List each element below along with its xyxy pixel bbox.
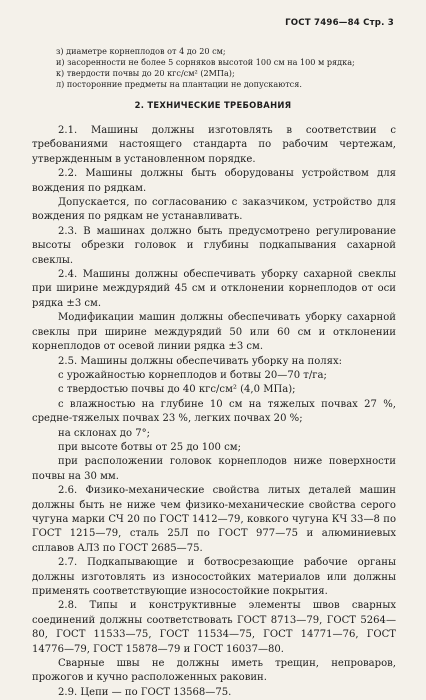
paragraph: при высоте ботвы от 25 до 100 см; xyxy=(58,441,241,453)
paragraph: 2.3. В машинах должно быть предусмотрено регулирование высоты обрезки головок и глубины подкапывания сахарной свеклы. xyxy=(32,225,396,266)
list-item: з) диаметре корнеплодов от 4 до 20 см; xyxy=(56,46,226,56)
paragraph: 2.9. Цепи — по ГОСТ 13568—75. xyxy=(58,686,232,698)
conditions-list xyxy=(56,46,355,90)
paragraph: 2.4. Машины должны обеспечивать уборку сахарной свеклы при ширине междурядий 45 см и отклонении корнеплодов от оси рядка ±3 см. xyxy=(32,269,396,309)
list-item: и) засоренности не более 5 сорняков высотой 100 см на 100 м рядка; xyxy=(56,57,355,67)
paragraph: Сварные швы не должны иметь трещин, непроваров, прожогов и кучно расположенных раковин. xyxy=(32,658,396,684)
paragraph: с урожайностью корнеплодов и ботвы 20—70 т/га; xyxy=(58,369,327,381)
list-item: л) посторонние предметы на плантации не допускаются. xyxy=(56,79,302,89)
paragraph: 2.2. Машины должны быть оборудованы устройством для вождения по рядкам. xyxy=(32,168,396,194)
paragraph: Модификации машин должны обеспечивать уборку сахарной свеклы при ширине междурядий 50 или 60 см и отклонении корнеплодов от осевой линии рядка ±3 см. xyxy=(32,312,396,353)
document-body xyxy=(32,124,396,700)
paragraph: 2.7. Подкапывающие и ботвосрезающие рабочие органы должны изготовлять из износостойких материалов или должны применять соответствующие износостойкие покрытия. xyxy=(32,557,396,597)
paragraph: 2.6. Физико-механические свойства литых деталей машин должны быть не ниже чем физико-механические свойства серого чугуна марки СЧ 20 по ГОСТ 1412—79, ковкого чугуна КЧ 33—8 по ГОСТ 1215—79, сталь 25Л по ГОСТ 977—75 и алюминиевых сплавов АЛЗ по ГОСТ 2685—75. xyxy=(32,485,396,554)
paragraph: 2.1. Машины должны изготовлять в соответствии с требованиями настоящего стандарта по рабочим чертежам, утвержденным в установленном порядке. xyxy=(32,125,396,165)
list-item: к) твердости почвы до 20 кгс/см² (2МПа); xyxy=(56,68,235,78)
paragraph: на склонах до 7°; xyxy=(58,427,150,439)
section-title: 2. ТЕХНИЧЕСКИЕ ТРЕБОВАНИЯ xyxy=(134,100,292,110)
paragraph: 2.8. Типы и конструктивные элементы швов сварных соединений должны соответствовать ГОСТ 8713—79, ГОСТ 5264—80, ГОСТ 11533—75, ГОСТ 11534—75, ГОСТ 14771—76, ГОСТ 14776—79, ГОСТ 15878—79 и ГОСТ 16037—80. xyxy=(32,600,396,655)
paragraph: при расположении головок корнеплодов ниже поверхности почвы на 30 мм. xyxy=(32,456,396,482)
paragraph: с влажностью на глубине 10 см на тяжелых почвах 27 %, средне-тяжелых почвах 23 %, легких почвах 20 %; xyxy=(32,398,396,425)
page-header: ГОСТ 7496—84 Стр. 3 xyxy=(285,18,394,28)
paragraph: с твердостью почвы до 40 кгс/см² (4,0 МПа); xyxy=(58,384,296,396)
paragraph: 2.5. Машины должны обеспечивать уборку на полях: xyxy=(58,355,343,367)
paragraph: Допускается, по согласованию с заказчиком, устройство для вождения по рядкам не устанавливать. xyxy=(32,197,396,223)
